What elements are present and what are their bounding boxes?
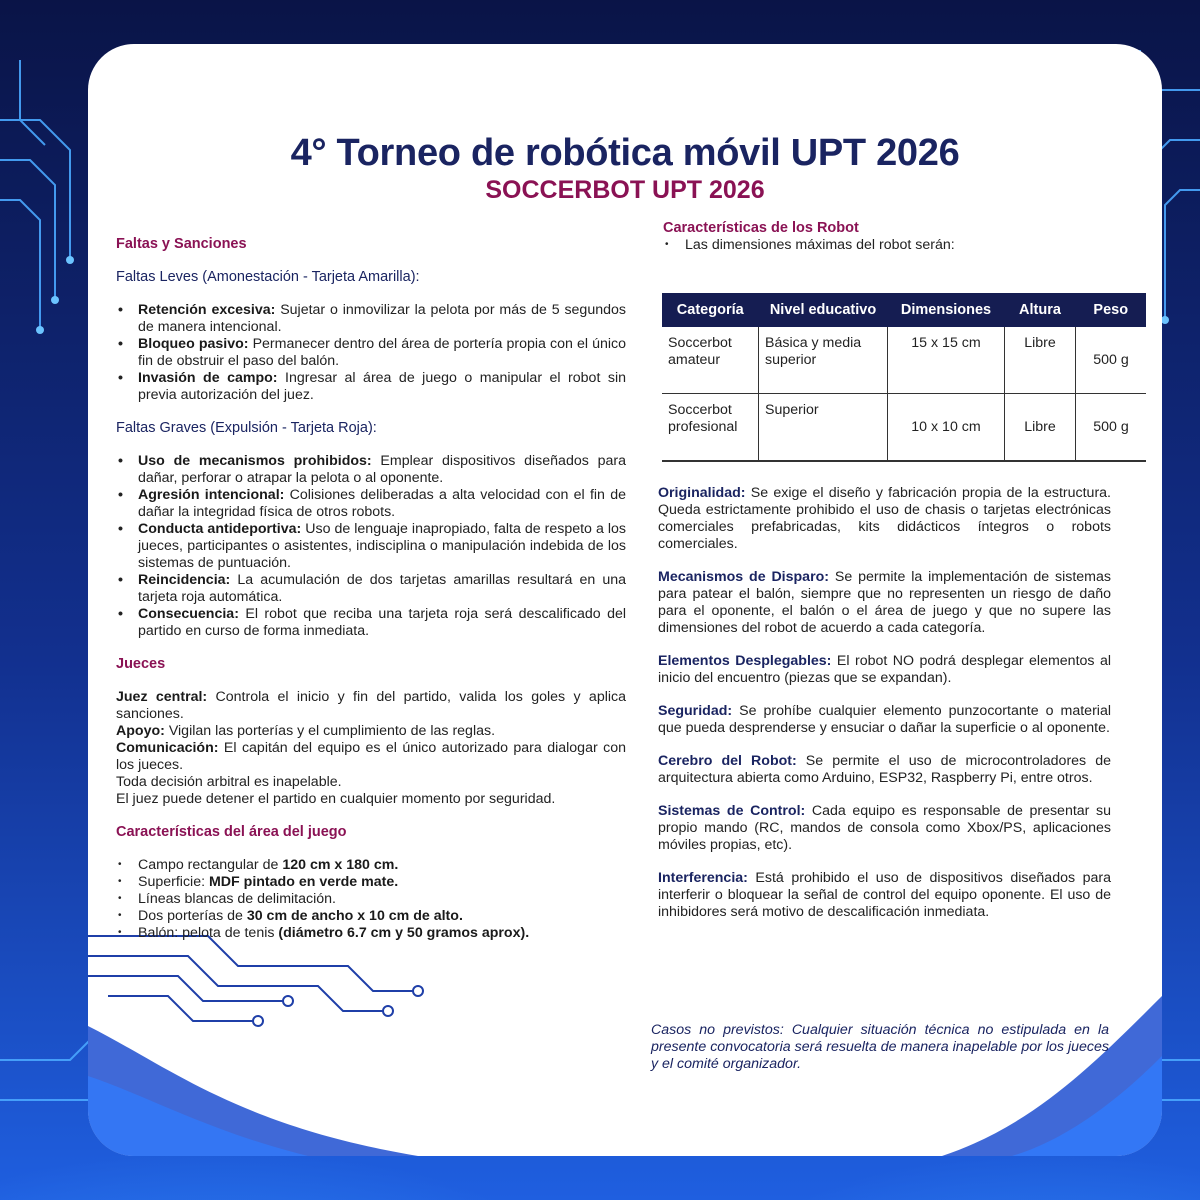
table-cell: Libre bbox=[1005, 394, 1076, 462]
list-item bbox=[116, 302, 626, 336]
page-subtitle: SOCCERBOT UPT 2026 bbox=[485, 176, 765, 204]
jueces-item bbox=[116, 689, 626, 723]
list-item bbox=[116, 521, 626, 572]
text: Las dimensiones máximas del robot serán: bbox=[685, 237, 955, 253]
table-row bbox=[662, 394, 1146, 462]
term: Agresión intencional: bbox=[138, 487, 285, 503]
table-cell: 500 g bbox=[1076, 394, 1147, 462]
robot-dimensions-table bbox=[662, 293, 1146, 462]
term: Conducta antideportiva: bbox=[138, 521, 302, 537]
desc: Se prohíbe cualquier elemento punzocortante o material que pueda desprenderse y ensuciar o dañar la superficie o al oponente. bbox=[658, 703, 1111, 736]
emphasis: 30 cm de ancho x 10 cm de alto. bbox=[246, 908, 463, 924]
term: Retención excesiva: bbox=[138, 302, 276, 318]
page-title: 4° Torneo de robótica móvil UPT 2026 bbox=[290, 132, 960, 174]
emphasis: MDF pintado en verde mate. bbox=[208, 874, 399, 890]
jueces-note: Toda decisión arbitral es inapelable. bbox=[116, 774, 342, 790]
text: Balón: pelota de tenis bbox=[138, 925, 279, 941]
term: Comunicación: bbox=[116, 740, 219, 756]
table-cell: 15 x 15 cm bbox=[888, 327, 1005, 394]
desc: Emplear dispositivos diseñados para dañar, perforar o atrapar la pelota o al oponente. bbox=[138, 453, 626, 486]
rule-item bbox=[658, 485, 1111, 553]
term: Bloqueo pasivo: bbox=[138, 336, 249, 352]
term: Invasión de campo: bbox=[138, 370, 278, 386]
text: Campo rectangular de bbox=[138, 857, 283, 873]
table-header-row bbox=[662, 293, 1146, 327]
footer-note: Casos no previstos: Cualquier situación técnica no estipulada en la presente convocatoria será resuelta de manera inapelable por los jueces y el comité organizador. bbox=[651, 1022, 1109, 1072]
jueces-note: El juez puede detener el partido en cualquier momento por seguridad. bbox=[116, 791, 556, 807]
desc: Se permite la implementación de sistemas para patear el balón, siempre que no representen un riesgo de daño para el oponente, el balón o el área de juego y que no supere las dimensiones del robot de acuerdo a cada categoría. bbox=[658, 569, 1111, 636]
list-item bbox=[116, 336, 626, 370]
rule-item bbox=[658, 753, 1111, 787]
table-cell: 10 x 10 cm bbox=[888, 394, 1005, 462]
table-cell: Libre bbox=[1005, 327, 1076, 394]
rule-item bbox=[658, 803, 1111, 854]
jueces-item bbox=[116, 723, 626, 740]
term: Mecanismos de Disparo: bbox=[658, 569, 829, 585]
desc: La acumulación de dos tarjetas amarillas resultará en una tarjeta roja automática. bbox=[138, 572, 626, 605]
table-cell: Superior bbox=[759, 394, 888, 462]
faltas-graves-heading: Faltas Graves (Expulsión - Tarjeta Roja): bbox=[116, 420, 377, 436]
term: Juez central: bbox=[116, 689, 208, 705]
term: Uso de mecanismos prohibidos: bbox=[138, 453, 372, 469]
term: Consecuencia: bbox=[138, 606, 239, 622]
term: Interferencia: bbox=[658, 870, 748, 886]
list-item bbox=[663, 237, 1111, 254]
faltas-heading: Faltas y Sanciones bbox=[116, 236, 247, 252]
table-cell: 500 g bbox=[1076, 327, 1147, 394]
text: Dos porterías de bbox=[138, 908, 247, 924]
list-item bbox=[116, 925, 626, 942]
faltas-graves-list bbox=[116, 453, 626, 640]
table-cell: Soccerbot profesional bbox=[662, 394, 759, 462]
text: Superficie: bbox=[138, 874, 209, 890]
area-list bbox=[116, 857, 626, 942]
list-item bbox=[116, 453, 626, 487]
jueces-item bbox=[116, 740, 626, 774]
desc: Ingresar al área de juego o manipular el robot sin previa autorización del juez. bbox=[138, 370, 626, 403]
faltas-leves-heading: Faltas Leves (Amonestación - Tarjeta Amarilla): bbox=[116, 269, 420, 285]
jueces-block bbox=[116, 689, 626, 808]
rule-item bbox=[658, 653, 1111, 687]
list-item bbox=[116, 874, 626, 891]
left-column bbox=[116, 236, 626, 942]
term: Originalidad: bbox=[658, 485, 746, 501]
list-item bbox=[116, 908, 626, 925]
rule-item bbox=[658, 703, 1111, 737]
table-cell: Básica y media superior bbox=[759, 327, 888, 394]
desc: Se exige el diseño y fabricación propia de la estructura. Queda estrictamente prohibido el uso de chasis o tarjetas electrónicas comerciales prefabricadas, kits didácticos íntegros o robots comerciales. bbox=[658, 485, 1111, 552]
table-header: Nivel educativo bbox=[759, 293, 888, 327]
area-heading: Características del área del juego bbox=[116, 824, 347, 840]
term: Sistemas de Control: bbox=[658, 803, 806, 819]
desc: El robot que reciba una tarjeta roja será descalificado del partido en curso de forma inmediata. bbox=[138, 606, 626, 639]
right-column bbox=[658, 220, 1111, 254]
text: Líneas blancas de delimitación. bbox=[138, 891, 336, 907]
term: Apoyo: bbox=[116, 723, 165, 739]
list-item bbox=[116, 891, 626, 908]
table-header: Dimensiones bbox=[888, 293, 1005, 327]
desc: Sujetar o inmovilizar la pelota por más de 5 segundos de manera intencional. bbox=[138, 302, 626, 335]
term: Seguridad: bbox=[658, 703, 733, 719]
robot-rules bbox=[658, 485, 1111, 921]
rule-item bbox=[658, 569, 1111, 637]
table-header: Categoría bbox=[662, 293, 759, 327]
table-row bbox=[662, 327, 1146, 394]
desc: Está prohibido el uso de dispositivos diseñados para interferir o bloquear la señal de control del equipo oponente. El uso de inhibidores será motivo de descalificación inmediata. bbox=[658, 870, 1111, 920]
list-item bbox=[116, 606, 626, 640]
jueces-heading: Jueces bbox=[116, 656, 166, 672]
list-item bbox=[116, 857, 626, 874]
table-cell: Soccerbot amateur bbox=[662, 327, 759, 394]
desc: Colisiones deliberadas a alta velocidad con el fin de dañar la integridad física de otros robots. bbox=[138, 487, 626, 520]
robot-intro-list bbox=[663, 237, 1111, 254]
robot-heading: Características de los Robot bbox=[663, 220, 859, 236]
list-item bbox=[116, 487, 626, 521]
list-item bbox=[116, 572, 626, 606]
rule-item bbox=[658, 870, 1111, 921]
table-header: Peso bbox=[1076, 293, 1147, 327]
desc: Controla el inicio y fin del partido, valida los goles y aplica sanciones. bbox=[116, 689, 627, 722]
desc: Vigilan las porterías y el cumplimiento de las reglas. bbox=[164, 723, 496, 739]
term: Reincidencia: bbox=[138, 572, 231, 588]
emphasis: (diámetro 6.7 cm y 50 gramos aprox). bbox=[278, 925, 530, 941]
emphasis: 120 cm x 180 cm. bbox=[282, 857, 399, 873]
desc: Se permite el uso de microcontroladores de arquitectura abierta como Arduino, ESP32, Raspberry Pi, entre otros. bbox=[658, 753, 1111, 786]
term: Elementos Desplegables: bbox=[658, 653, 832, 669]
desc: Uso de lenguaje inapropiado, falta de respeto a los jueces, participantes o asistentes, indisciplina o manipulación indebida de los sistemas de puntuación. bbox=[138, 521, 626, 571]
list-item bbox=[116, 370, 626, 404]
desc: El capitán del equipo es el único autorizado para dialogar con los jueces. bbox=[116, 740, 626, 773]
desc: Permanecer dentro del área de portería propia con el único fin de obstruir el paso del balón. bbox=[138, 336, 627, 369]
faltas-leves-list bbox=[116, 302, 626, 404]
table-header: Altura bbox=[1005, 293, 1076, 327]
term: Cerebro del Robot: bbox=[658, 753, 797, 769]
desc: El robot NO podrá desplegar elementos al inicio del encuentro (piezas que se expandan). bbox=[658, 653, 1111, 686]
desc: Cada equipo es responsable de presentar su propio mando (RC, mandos de consola como Xbox/PS, aplicaciones móviles propias, etc). bbox=[658, 803, 1111, 853]
